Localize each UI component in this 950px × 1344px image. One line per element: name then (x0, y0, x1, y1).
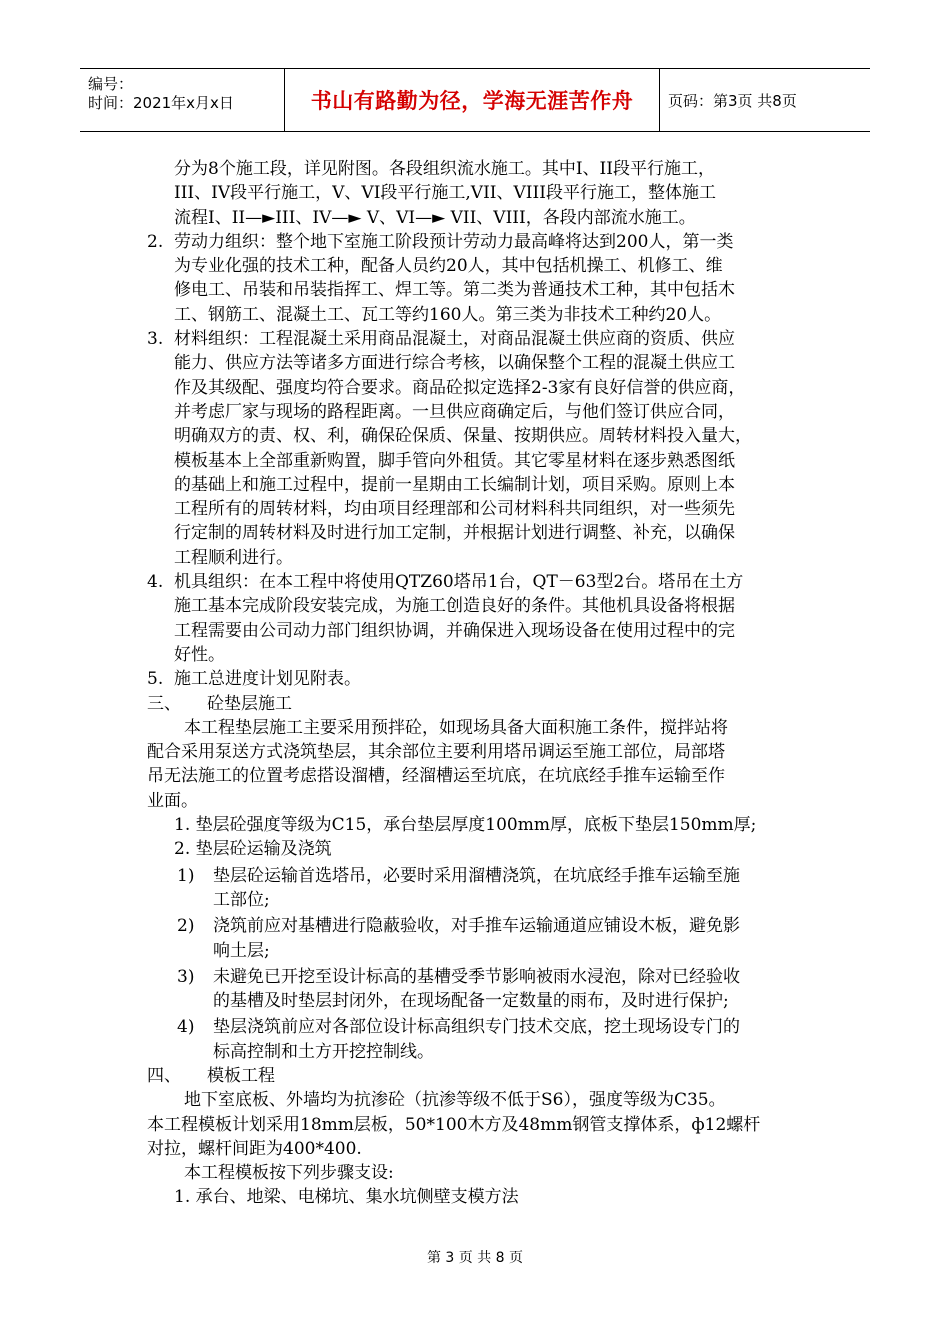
header-meta (80, 69, 285, 131)
text-line: 的基础上和施工过程中，提前一星期由工长编制计划，项目采购。原则上本 (174, 474, 735, 495)
text-line: 好性。 (174, 644, 225, 665)
section-title: 砼垫层施工 (207, 693, 292, 714)
text-line: 模板基本上全部重新购置，脚手管向外租赁。其它零星材料在逐步熟悉图纸 (174, 450, 735, 471)
text-line: 明确双方的责、权、利，确保砼保质、保量、按期供应。周转材料投入量大， (174, 426, 752, 447)
text-line: 能力、供应方法等诸多方面进行综合考核，以确保整个工程的混凝土供应工 (174, 353, 735, 374)
page-footer: 第 3 页 共 8 页 (426, 1250, 524, 1266)
text-line: 配合采用泵送方式浇筑垫层，其余部位主要利用塔吊调运至施工部位，局部塔 (147, 742, 725, 763)
subitem (147, 1015, 807, 1064)
text-line: 垫层砼运输首选塔吊，必要时采用溜槽浇筑，在坑底经手推车运输至施 (213, 865, 740, 886)
text-line: 流程I、II—►III、IV—► V、VI—► VII、VIII，各段内部流水施工。 (174, 207, 696, 228)
item-number: 3. (147, 329, 164, 350)
section-heading-4 (147, 1064, 807, 1088)
text-line: 工、钢筋工、混凝土工、瓦工等约160人。第三类为非技术工种约20人。 (174, 304, 722, 325)
text-line: 工程需要由公司动力部门组织协调，并确保进入现场设备在使用过程中的完 (174, 620, 735, 641)
text-line: 业面。 (147, 790, 198, 811)
point-transport: 2. 垫层砼运输及浇筑 (174, 839, 332, 860)
text-line: 对拉，螺杆间距为400*400. (147, 1138, 362, 1159)
serial-label: 编号： (88, 75, 134, 93)
section-number: 四、 (147, 1065, 181, 1086)
item-number: 2. (147, 231, 164, 252)
text-line: 施工总进度计划见附表。 (174, 669, 361, 690)
text-line: 施工基本完成阶段安装完成，为施工创造良好的条件。其他机具设备将根据 (174, 596, 735, 617)
text-line: 本工程模板计划采用18mm层板，50*100木方及48mm钢管支撑体系，ф12螺杆 (147, 1114, 761, 1135)
text-line: III、IV段平行施工，V、VI段平行施工,VII、VIII段平行施工，整体施工 (174, 183, 716, 204)
text-line: 地下室底板、外墙均为抗渗砼（抗渗等级不低于S6），强度等级为C35。 (184, 1090, 726, 1111)
item-number: 5. (147, 669, 164, 690)
page-header (80, 68, 870, 132)
text-line: 工程所有的周转材料，均由项目经理部和公司材料科共同组织，对一些须先 (174, 499, 735, 520)
intro-paragraph (147, 157, 807, 230)
text-line: 分为8个施工段，详见附图。各段组织流水施工。其中I、II段平行施工， (174, 159, 715, 179)
time-label: 时间：2021年x月x日 (88, 94, 234, 112)
text-line: 修电工、吊装和吊装指挥工、焊工等。第二类为普通技术工种，其中包括木 (174, 280, 735, 301)
text-line: 材料组织：工程混凝土采用商品混凝土，对商品混凝土供应商的资质、供应 (174, 329, 735, 350)
text-line: 行定制的周转材料及时进行加工定制，并根据计划进行调整、补充，以确保 (174, 523, 735, 544)
section4-steps-intro: 本工程模板按下列步骤支设: (184, 1163, 394, 1184)
text-line: 作及其级配、强度均符合要求。商品砼拟定选择2-3家有良好信誉的供应商， (174, 377, 746, 398)
subitem-number: 1) (177, 865, 195, 886)
section4-paragraph (147, 1088, 807, 1161)
item-machinery (147, 570, 807, 667)
text-line: 吊无法施工的位置考虑搭设溜槽，经溜槽运至坑底，在坑底经手推车运输至作 (147, 766, 725, 787)
text-line: 标高控制和土方开挖控制线。 (213, 1041, 434, 1062)
section-heading-3 (147, 692, 807, 716)
point-strength: 1. 垫层砼强度等级为C15，承台垫层厚度100mm厚，底板下垫层150mm厚; (174, 815, 757, 836)
text-line: 工程顺利进行。 (174, 547, 293, 568)
item-number: 4. (147, 572, 164, 593)
item-materials (147, 327, 807, 570)
section-number: 三、 (147, 693, 181, 714)
text-line: 未避免已开挖至设计标高的基槽受季节影响被雨水浸泡，除对已经验收 (213, 966, 740, 987)
subitem-number: 2) (177, 916, 195, 937)
point-formwork: 1. 承台、地梁、电梯坑、集水坑侧壁支模方法 (174, 1187, 519, 1208)
subitem (147, 864, 807, 913)
subitem-number: 3) (177, 966, 195, 987)
item-labor (147, 230, 807, 327)
text-line: 本工程垫层施工主要采用预拌砼，如现场具备大面积施工条件，搅拌站将 (184, 717, 728, 738)
text-line: 的基槽及时垫层封闭外，在现场配备一定数量的雨布，及时进行保护; (213, 991, 729, 1012)
text-line: 浇筑前应对基槽进行隐蔽验收，对手推车运输通道应铺设木板，避免影 (213, 916, 740, 937)
text-line: 为专业化强的技术工种，配备人员约20人，其中包括机操工、机修工、维 (174, 256, 723, 277)
subitem (147, 965, 807, 1014)
text-line: 劳动力组织：整个地下室施工阶段预计劳动力最高峰将达到200人，第一类 (174, 231, 734, 252)
text-line: 机具组织：在本工程中将使用QTZ60塔吊1台，QT－63型2台。塔吊在土方 (174, 572, 744, 593)
header-page-info: 页码：第3页 共8页 (668, 91, 797, 110)
section-title: 模板工程 (207, 1065, 275, 1086)
text-line: 响土层; (213, 940, 270, 961)
text-line: 工部位; (213, 889, 270, 910)
section3-paragraph (147, 716, 807, 813)
text-line: 垫层浇筑前应对各部位设计标高组织专门技术交底，挖土现场设专门的 (213, 1017, 740, 1038)
text-line: 并考虑厂家与现场的路程距离。一旦供应商确定后，与他们签订供应合同， (174, 401, 735, 422)
subitem-number: 4) (177, 1017, 195, 1038)
item-schedule (147, 667, 807, 691)
document-body (147, 157, 807, 1210)
header-motto: 书山有路勤为径，学海无涯苦作舟 (285, 69, 660, 131)
subitem (147, 914, 807, 963)
